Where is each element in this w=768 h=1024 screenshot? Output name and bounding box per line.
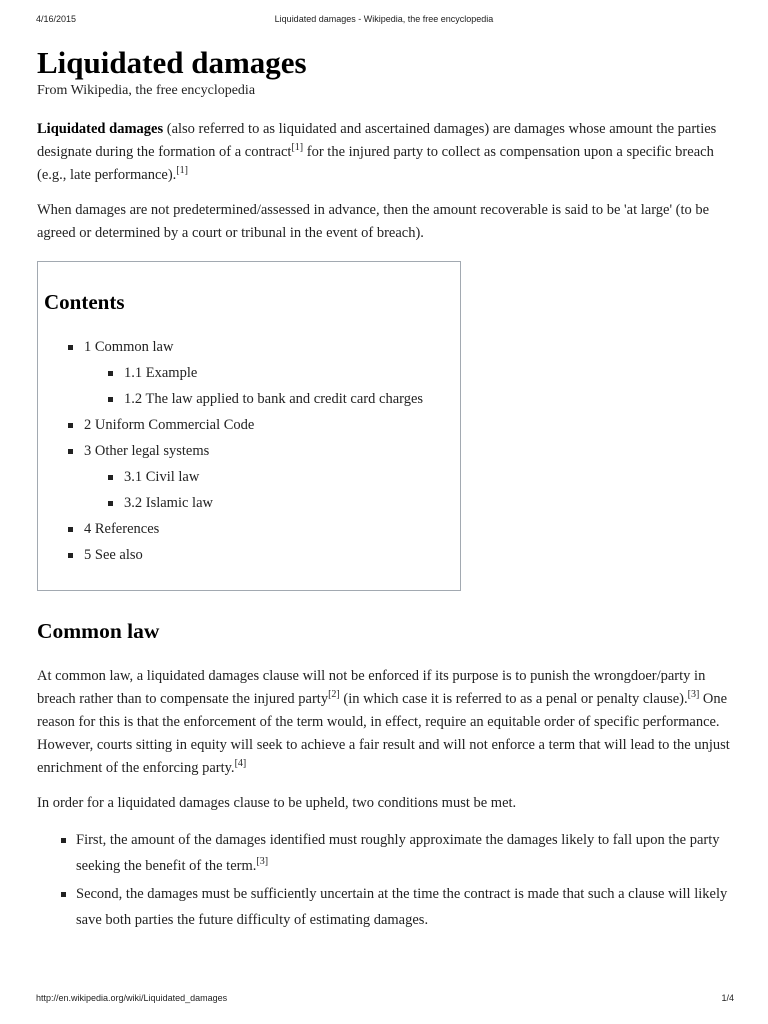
toc-item-bank-charges[interactable]: 1.2 The law applied to bank and credit card charges xyxy=(44,386,460,412)
article-content xyxy=(37,44,737,935)
toc-item-civil-law[interactable]: 3.1 Civil law xyxy=(44,464,460,490)
citation-link[interactable]: [1] xyxy=(176,165,188,177)
cl-text-a: At common law, a liquidated damages clause will not be enforced if its purpose is to punish the wrongdoer/party in breach rather than to compensate the injured party xyxy=(37,668,706,707)
list-item xyxy=(37,827,737,879)
section-heading-common-law: Common law xyxy=(37,619,160,643)
toc-item-example[interactable]: 1.1 Example xyxy=(44,360,460,386)
common-law-paragraph-1 xyxy=(37,665,737,780)
toc-item-other-legal-systems[interactable]: 3 Other legal systems xyxy=(44,438,460,464)
page-number: 1/4 xyxy=(721,993,734,1003)
toc-item-see-also[interactable]: 5 See also xyxy=(44,542,460,568)
toc-title: Contents xyxy=(44,290,125,314)
print-date: 4/16/2015 xyxy=(36,14,77,24)
citation-link[interactable]: [3] xyxy=(256,856,269,868)
toc-item-ucc[interactable]: 2 Uniform Commercial Code xyxy=(44,412,460,438)
toc-item-references[interactable]: 4 References xyxy=(44,516,460,542)
cl-text-c: One reason for this is that the enforcement of the term would, in effect, require an equitable order of specific performance. However, courts sitting in equity will seek to achieve a fair result and will not enforce a term that will lead to the unjust enrichment of the enforcing party. xyxy=(37,691,730,776)
intro1-text-b: for the injured party to collect as compensation upon a specific breach (e.g., late performance). xyxy=(37,144,714,183)
page-tagline: From Wikipedia, the free encyclopedia xyxy=(37,83,256,98)
toc-item-common-law[interactable]: 1 Common law xyxy=(44,334,460,360)
toc-list xyxy=(44,334,460,568)
citation-link[interactable]: [3] xyxy=(687,689,700,701)
intro-paragraph-2: When damages are not predetermined/assessed in advance, then the amount recoverable is said to be 'at large' (to be agreed or determined by a court or tribunal in the event of breach). xyxy=(37,202,710,241)
intro1-text-a: (also referred to as liquidated and ascertained damages) are damages whose amount the parties designate during the formation of a contract xyxy=(37,121,717,160)
print-header xyxy=(0,14,768,28)
toc-item-islamic-law[interactable]: 3.2 Islamic law xyxy=(44,490,460,516)
citation-link[interactable]: [1] xyxy=(291,142,304,154)
lead-term: Liquidated damages xyxy=(37,121,164,137)
condition-1-text: First, the amount of the damages identified must roughly approximate the damages likely to fall upon the party seeking the benefit of the term. xyxy=(76,832,720,874)
citation-link[interactable]: [2] xyxy=(328,689,340,701)
conditions-list xyxy=(37,827,737,933)
list-item xyxy=(37,881,737,933)
common-law-paragraph-2: In order for a liquidated damages clause to be upheld, two conditions must be met. xyxy=(37,795,517,811)
intro-paragraph-1 xyxy=(37,118,737,187)
cl-text-b: (in which case it is referred to as a penal or penalty clause). xyxy=(339,691,688,707)
table-of-contents xyxy=(37,261,461,591)
condition-2-text: Second, the damages must be sufficiently uncertain at the time the contract is made that such a clause will likely save both parties the future difficulty of estimating damages. xyxy=(76,886,728,928)
citation-link[interactable]: [4] xyxy=(234,758,247,770)
page-title: Liquidated damages xyxy=(37,45,307,80)
print-url: http://en.wikipedia.org/wiki/Liquidated_damages xyxy=(36,993,228,1003)
print-title: Liquidated damages - Wikipedia, the free encyclopedia xyxy=(274,14,494,24)
print-footer xyxy=(0,993,768,1007)
